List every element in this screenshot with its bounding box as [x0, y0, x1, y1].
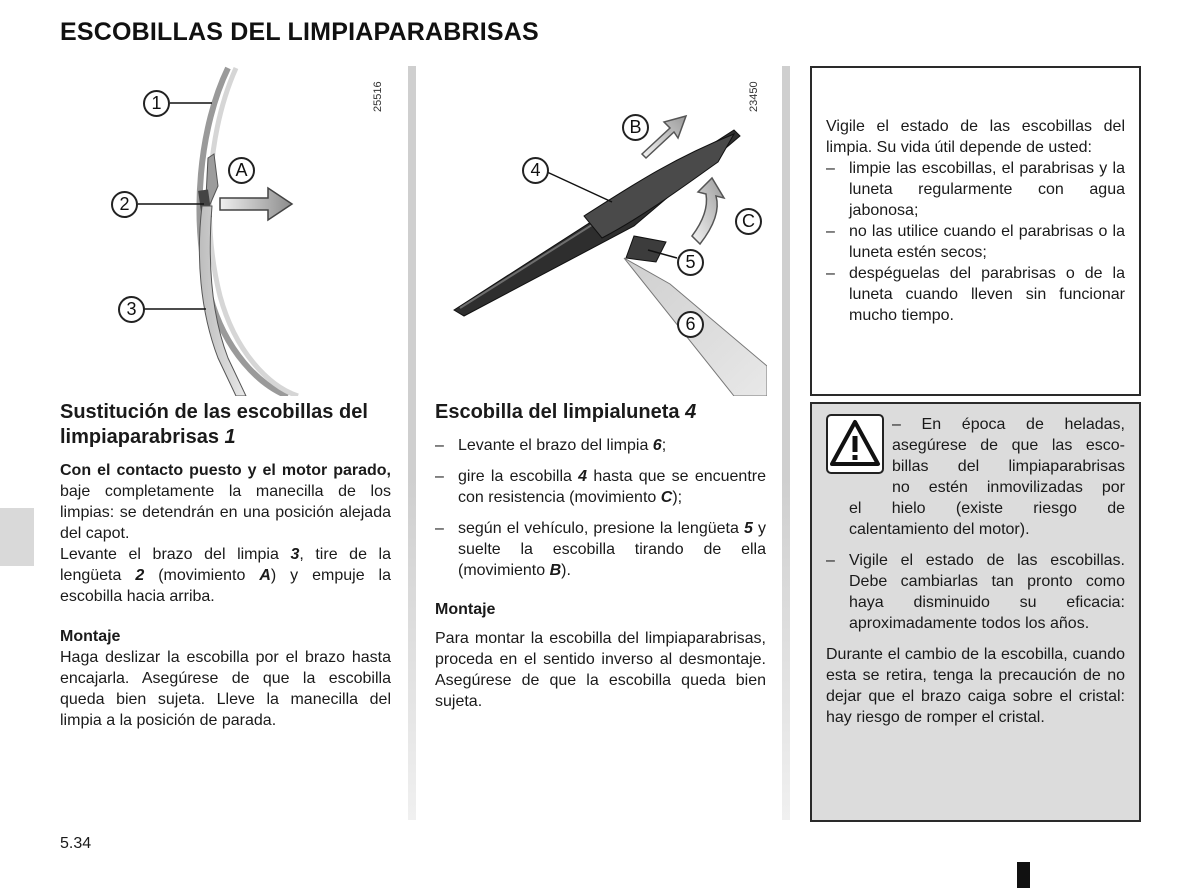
callout-3: 3 — [118, 296, 145, 323]
windscreen-wiper-drawing — [60, 66, 390, 396]
warning-item: – Vigile el estado de las escobillas. Debe cambiarlas tan pronto como haya disminuido su eficacia: aproximadamente todos los años. — [826, 550, 1125, 634]
section-title-text: Sustitución de las escobillas del limpiaparabrisas — [60, 401, 368, 448]
text-run: Levante el brazo del limpia — [60, 546, 291, 563]
rear-wiper-section — [435, 400, 766, 712]
care-item: – no las utilice cuando el parabrisas o la luneta estén secos; — [826, 221, 1125, 263]
care-intro: Vigile el estado de las escobillas del limpia. Su vida útil depende de usted: — [826, 118, 1125, 156]
frost-warning-rest: el hielo (existe riesgo de calentamiento del motor). — [849, 500, 1125, 538]
windscreen-wiper-figure — [60, 66, 390, 396]
intro-bold: Con el contacto puesto y el motor parado, — [60, 462, 391, 479]
ref-b: B — [549, 562, 562, 579]
section-tab — [0, 508, 34, 566]
ref-6: 6 — [652, 437, 662, 454]
closing-warning: Durante el cambio de la escobilla, cuando esta se retira, tenga la precaución de no dejar que el brazo caiga sobre el cristal: hay riesgo de romper el cristal. — [826, 646, 1125, 726]
text-run: gire la escobilla — [458, 468, 579, 485]
care-item: – despéguelas del parabrisas o de la luneta cuando lleven sin funcionar mucho tiempo. — [826, 263, 1125, 326]
removal-paragraph — [60, 544, 391, 607]
frost-warning-line: asegúrese de que las esco- — [892, 437, 1125, 454]
callout-4: 4 — [522, 157, 549, 184]
callout-5: 5 — [677, 249, 704, 276]
blade-connector — [626, 236, 666, 262]
callout-a: A — [228, 157, 255, 184]
page-title: ESCOBILLAS DEL LIMPIAPARABRISAS — [60, 18, 539, 46]
ref-c: C — [660, 489, 673, 506]
frost-warning-line: billas del limpiaparabrisas — [892, 458, 1125, 475]
column-rule — [408, 66, 416, 820]
ref-a: A — [259, 567, 271, 584]
wiper-care-box — [810, 66, 1141, 396]
text-run: ). — [561, 562, 571, 579]
text-run: ) y empuje la escobilla hacia arriba. — [60, 567, 392, 605]
mount-heading: Montaje — [435, 601, 496, 618]
callout-c: C — [735, 208, 762, 235]
text-run: y suelte la escobilla tirando de ella (movimiento — [458, 520, 766, 579]
callout-1: 1 — [143, 90, 170, 117]
text-run: (movimiento — [144, 567, 260, 584]
frost-warning-line: no estén inmovilizadas por — [892, 479, 1125, 496]
rear-wiper-figure — [434, 66, 767, 396]
movement-b-arrow — [642, 116, 686, 158]
movement-c-arrow — [692, 178, 724, 244]
warning-triangle-icon — [826, 414, 884, 474]
ref-2: 2 — [135, 567, 145, 584]
mount-paragraph: Para montar la escobilla del limpiaparabrisas, proceda en el sentido inverso al desmontaje. Asegúrese de que la escobilla queda bien sujeta. — [435, 630, 766, 710]
windscreen-section — [60, 400, 391, 731]
section-title-ref: 4 — [685, 401, 697, 423]
section-title — [435, 400, 766, 425]
section-title-text: Escobilla del limpialuneta — [435, 401, 680, 423]
callout-6: 6 — [677, 311, 704, 338]
text-run: ); — [672, 489, 683, 506]
rear-wiper-drawing — [434, 66, 767, 396]
text-run: según el vehículo, presione la lengüeta — [458, 520, 744, 537]
warning-list — [826, 550, 1125, 634]
care-item: – limpie las escobillas, el parabrisas y la luneta regularmente con agua jabonosa; — [826, 158, 1125, 221]
callout-b: B — [622, 114, 649, 141]
section-title-ref: 1 — [224, 426, 236, 448]
intro-paragraph — [60, 460, 391, 544]
ref-4: 4 — [578, 468, 588, 485]
mount-paragraph: Haga deslizar la escobilla por el brazo hasta encajarla. Asegúrese de que la escobilla queda bien sujeta. Lleve la manecilla del limpia a la posición de parada. — [60, 649, 391, 729]
callout-2: 2 — [111, 191, 138, 218]
intro-rest: baje completamente la manecilla de los limpias: se detendrán en una posición alejada del capot. — [60, 483, 391, 542]
ref-5: 5 — [743, 520, 753, 537]
corner-mark — [1017, 862, 1030, 888]
figure-reference: 25516 — [372, 81, 384, 112]
column-rule — [782, 66, 790, 820]
page-number: 5.34 — [60, 835, 92, 852]
text-run: hasta que se encuentre con resistencia (movimiento — [458, 468, 766, 506]
care-list — [826, 158, 1125, 326]
text-run: ; — [661, 437, 667, 454]
step-item — [435, 435, 766, 456]
ref-3: 3 — [290, 546, 300, 563]
text-run: , tire de la lengüeta — [60, 546, 391, 584]
movement-a-arrow — [220, 188, 292, 220]
mount-heading: Montaje — [60, 628, 121, 645]
warning-box — [810, 402, 1141, 822]
text-run: Levante el brazo del limpia — [458, 437, 653, 454]
step-item — [435, 466, 766, 508]
frost-warning-line: – En época de heladas, — [892, 416, 1125, 433]
step-item — [435, 518, 766, 581]
figure-reference: 23450 — [748, 81, 760, 112]
section-title — [60, 400, 391, 450]
removal-steps — [435, 435, 766, 581]
